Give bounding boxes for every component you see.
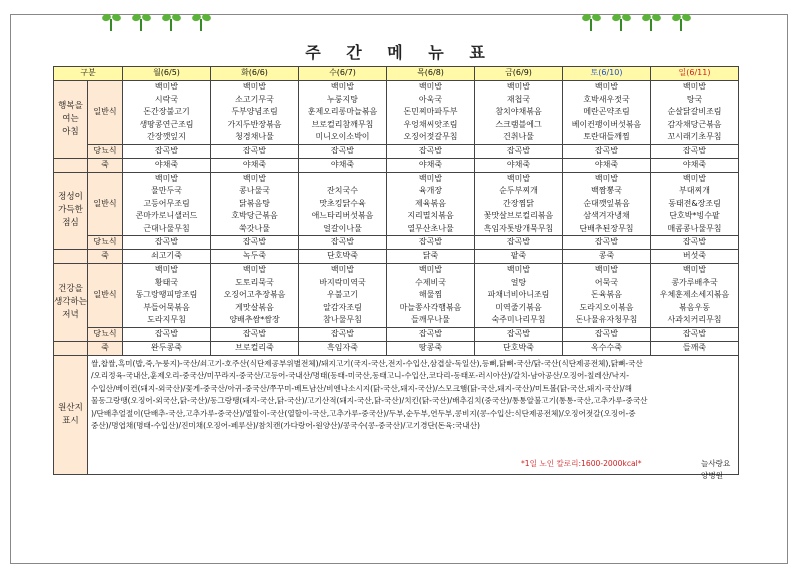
general-row — [54, 172, 739, 236]
menu-item: 백미밥 — [418, 265, 443, 274]
origin-line: )/단배추얼절이(단배추-국산,고추가루-중국산)/열할이-국산(열할이-국산,고추가루-중국산)/두부,순두부,연두부,콩비지(콩-수입산:식단제공전체)/오징어젓갈(오징어-중 — [91, 408, 636, 418]
menu-cell-fri — [475, 172, 563, 236]
menu-item: 백미밥 — [506, 173, 531, 183]
menu-item: 백미밥 — [154, 265, 179, 274]
menu-item: 숙주미나리무침 — [491, 315, 546, 324]
menu-item: 들깨무나물 — [411, 315, 450, 324]
sprout-icon — [190, 10, 212, 32]
porridge-label: 죽 — [88, 250, 123, 264]
menu-cell-sun — [651, 172, 739, 236]
menu-item: 도라지무침 — [147, 315, 186, 324]
porridge-cell-thu: 땅콩죽 — [387, 341, 475, 355]
menu-item: 돈나물유자청무침 — [575, 315, 638, 324]
menu-item: 재첩국 — [506, 94, 531, 104]
diabetic-cell-sun: 잡곡밥 — [651, 327, 739, 341]
menu-cell-sat — [563, 81, 651, 145]
menu-item — [299, 173, 386, 186]
diabetic-cell-mon: 잡곡밥 — [123, 327, 211, 341]
porridge-cell-sun: 들깨죽 — [651, 341, 739, 355]
menu-item: 잔치국수 — [327, 186, 358, 195]
origin-line: 중산)/명엽채(명태-수입산)/진미채(오징어-페루산)/참치캔(가다랑어-원양산)/콩국수(콩-중국산)/고기경단(돈육:국내산) — [91, 421, 480, 431]
origin-line: 수입산/베이컨(돼지-외국산)/꽃게-중국산/아귀-중국산/쭈꾸미-베트남산/비엔나소시지(닭-국산,돼지-국산)/스모크햄(닭-국산,돼지-국산)/미트볼(닭-국산,돼지-국산)/해 — [91, 383, 632, 393]
menu-item: 메란곤약조림 — [583, 107, 630, 116]
general-label: 일반식 — [88, 172, 123, 236]
general-label: 일반식 — [88, 264, 123, 328]
menu-item: 지리멸치볶음 — [407, 211, 454, 220]
menu-item: 훈제오리롱마늘볶음 — [307, 107, 378, 116]
general-row — [54, 264, 739, 328]
menu-item: 백미밥 — [594, 265, 619, 274]
menu-item: 우엉채씨앗조림 — [403, 119, 458, 129]
porridge-cell-mon: 쇠고기죽 — [123, 250, 211, 264]
diabetic-cell-thu: 잡곡밥 — [387, 327, 475, 341]
menu-item: 단호박*빙수팥 — [669, 211, 720, 220]
porridge-cell-wed: 흑임자죽 — [299, 341, 387, 355]
header-day-thu: 목(6/8) — [387, 67, 475, 81]
menu-item: 백미밥 — [506, 265, 531, 274]
menu-item: 맛초킹닭수육 — [319, 198, 366, 208]
sprout-icon — [640, 10, 662, 32]
menu-item: 백미밥 — [506, 82, 531, 91]
diabetic-label: 당뇨식 — [88, 144, 123, 158]
menu-item: 제육볶음 — [415, 198, 446, 208]
menu-cell-sat — [563, 264, 651, 328]
menu-item: 양배추쌈*쌈장 — [229, 315, 280, 324]
porridge-cell-sun: 야채죽 — [651, 158, 739, 172]
calorie-note: *1일 노인 칼로리:1600-2000kcal* — [521, 458, 642, 468]
diabetic-label: 당뇨식 — [88, 236, 123, 250]
menu-item: 해물찜 — [418, 290, 443, 299]
menu-item: 백미밥 — [330, 265, 355, 274]
menu-item: 삼색겨자냉채 — [583, 211, 630, 220]
porridge-cell-thu: 야채죽 — [387, 158, 475, 172]
menu-item: 감자채당근볶음 — [667, 119, 722, 129]
header-day-sat: 토(6/10) — [563, 67, 651, 81]
menu-item: 오징어젓갈무침 — [403, 132, 458, 141]
menu-item: 소고기무국 — [235, 94, 274, 104]
menu-cell-tue — [211, 81, 299, 145]
menu-item: 두부양념조림 — [231, 107, 278, 116]
diabetic-cell-fri: 잡곡밥 — [475, 144, 563, 158]
porridge-cell-mon: 완두콩죽 — [123, 341, 211, 355]
menu-item: 순두부찌개 — [499, 186, 538, 195]
menu-cell-thu — [387, 81, 475, 145]
menu-item: 백미밥 — [154, 173, 179, 183]
diabetic-cell-sat: 잡곡밥 — [563, 236, 651, 250]
diabetic-row — [54, 144, 739, 158]
menu-item: 황태국 — [154, 277, 179, 287]
diabetic-row — [54, 236, 739, 250]
menu-cell-wed — [299, 172, 387, 236]
menu-item: 부들어묵볶음 — [143, 302, 190, 312]
diabetic-cell-fri: 잡곡밥 — [475, 236, 563, 250]
menu-item: 백미밥 — [418, 173, 443, 183]
diabetic-cell-thu: 잡곡밥 — [387, 236, 475, 250]
menu-item: 마늘쫑사각햄볶음 — [399, 302, 462, 312]
header-day-mon: 월(6/5) — [123, 67, 211, 81]
menu-item: 탕국 — [686, 94, 703, 104]
menu-cell-mon — [123, 81, 211, 145]
menu-cell-thu — [387, 172, 475, 236]
menu-item: 백미밥 — [682, 265, 707, 274]
menu-item: 콩나물국 — [239, 186, 270, 195]
menu-item: 고등어무조림 — [143, 198, 190, 208]
section-label: 정성이 가득한 점심 — [54, 172, 88, 250]
menu-item: 간장찜닭 — [503, 198, 534, 208]
menu-item: 우체훈제소세지볶음 — [659, 290, 730, 299]
sprout-icon — [580, 10, 602, 32]
menu-item: 백미밥 — [682, 173, 707, 183]
header-day-fri: 금(6/9) — [475, 67, 563, 81]
menu-item: 간장깻잎지 — [147, 132, 186, 141]
origin-row — [54, 355, 739, 474]
menu-item: 물만두국 — [151, 186, 182, 195]
sprout-icon — [160, 10, 182, 32]
diabetic-cell-tue: 잡곡밥 — [211, 327, 299, 341]
porridge-section-spacer — [54, 250, 88, 264]
diabetic-cell-sat: 잡곡밥 — [563, 144, 651, 158]
porridge-cell-tue: 녹두죽 — [211, 250, 299, 264]
porridge-cell-mon: 야채죽 — [123, 158, 211, 172]
menu-item: 꽃맛살브로컬리볶음 — [483, 211, 554, 220]
menu-cell-sun — [651, 81, 739, 145]
porridge-row — [54, 341, 739, 355]
menu-item: 알감자조림 — [323, 302, 362, 312]
menu-item: 백미밥 — [594, 82, 619, 91]
porridge-cell-sat: 콩죽 — [563, 250, 651, 264]
menu-item: 사과치커리무침 — [667, 315, 722, 324]
sprout-icon — [100, 10, 122, 32]
header-row — [54, 67, 739, 81]
general-row — [54, 81, 739, 145]
menu-item: 얼갈이나물 — [323, 223, 362, 233]
menu-item: 청경채나물 — [235, 132, 274, 141]
diabetic-cell-fri: 잡곡밥 — [475, 327, 563, 341]
menu-item: 미역줄기볶음 — [495, 302, 542, 312]
origin-label: 원산지 표시 — [54, 355, 88, 474]
menu-item: 볶음우동 — [679, 302, 710, 312]
menu-item: 호박새우젓국 — [583, 94, 630, 104]
menu-cell-sun — [651, 264, 739, 328]
menu-item: 시락국 — [154, 94, 179, 104]
menu-item: 콩가루배추국 — [671, 277, 718, 287]
menu-item: 참나물무침 — [323, 315, 362, 324]
porridge-row — [54, 158, 739, 172]
menu-item: 동태전&장조림 — [668, 198, 721, 208]
porridge-cell-wed: 야채죽 — [299, 158, 387, 172]
diabetic-cell-tue: 잡곡밥 — [211, 236, 299, 250]
menu-item: 우불고기 — [327, 290, 358, 299]
menu-item: 어묵국 — [594, 277, 619, 287]
menu-item: 백미밥 — [682, 82, 707, 91]
menu-item: 게맛살볶음 — [235, 302, 274, 312]
menu-cell-tue — [211, 172, 299, 236]
porridge-cell-wed: 단호박죽 — [299, 250, 387, 264]
menu-table — [53, 66, 739, 481]
menu-item: 돈간장불고기 — [143, 107, 190, 116]
header-day-wed: 수(6/7) — [299, 67, 387, 81]
menu-item: 흑임자톳방개묵무침 — [483, 223, 554, 233]
menu-item: 단배추된장무침 — [579, 223, 634, 233]
menu-item: 돈민찌마파두부 — [403, 107, 458, 116]
menu-item: 백미밥 — [154, 82, 179, 91]
menu-item: 브로컬리참깨무침 — [311, 119, 374, 129]
menu-item: 생땅콩연근조림 — [139, 119, 194, 129]
menu-item: 가지두반장볶음 — [227, 119, 282, 129]
menu-item: 순대깻잎볶음 — [583, 198, 630, 208]
diabetic-cell-mon: 잡곡밥 — [123, 236, 211, 250]
origin-line: /오리정육-국내산,훈제오리-중국산/미꾸라지-중국산/고등어-국내산/명태(동태-미국산,동태고니-수입산,코다리-동태포-러시아산)/갈치-남아공산/오징어-칠레산/낙지- — [91, 371, 630, 381]
menu-item: 콘마카로니샐러드 — [135, 211, 198, 220]
diabetic-label: 당뇨식 — [88, 327, 123, 341]
menu-item: 열무산초나물 — [407, 223, 454, 233]
menu-item: 도토리묵국 — [235, 277, 274, 287]
sprout-icon — [130, 10, 152, 32]
menu-item: 육개장 — [418, 186, 443, 195]
menu-item: 토란대들깨찜 — [583, 132, 630, 141]
menu-item: 백미밥 — [242, 82, 267, 91]
origin-content — [88, 355, 739, 481]
diabetic-cell-wed: 잡곡밥 — [299, 236, 387, 250]
menu-item: 백미밥 — [418, 82, 443, 91]
header-day-tue: 화(6/6) — [211, 67, 299, 81]
sprout-icon — [670, 10, 692, 32]
diabetic-cell-sun: 잡곡밥 — [651, 236, 739, 250]
menu-item: 꼬시래기초무침 — [667, 132, 722, 141]
menu-cell-mon — [123, 264, 211, 328]
diabetic-row — [54, 327, 739, 341]
origin-line: 물동그랑땡(오징어-외국산,닭-국산)/동그랑땡(돼지-국산,닭-국산)/고기산적(돼지-국산,닭-국산)/치킨(닭-국산)/배추김치(중국산)/통통알불고기(통통-국산,고추가루-중국산 — [91, 396, 648, 406]
menu-item: 바지락미역국 — [319, 277, 366, 287]
menu-item: 백미밥 — [242, 173, 267, 183]
diabetic-cell-tue: 잡곡밥 — [211, 144, 299, 158]
porridge-cell-tue: 브로컬리죽 — [211, 341, 299, 355]
menu-item: 돈육볶음 — [591, 290, 622, 299]
sprout-decoration-right — [580, 10, 692, 32]
menu-item: 도라지오이볶음 — [579, 302, 634, 312]
header-gubun: 구분 — [54, 67, 123, 81]
menu-item: 백짬뽕국 — [591, 186, 622, 195]
porridge-cell-thu: 닭죽 — [387, 250, 475, 264]
menu-item: 참치야채볶음 — [495, 107, 542, 116]
porridge-label: 죽 — [88, 158, 123, 172]
sprout-icon — [610, 10, 632, 32]
porridge-cell-tue: 야채죽 — [211, 158, 299, 172]
menu-item: 백미밥 — [594, 173, 619, 183]
porridge-cell-sat: 옥수수죽 — [563, 341, 651, 355]
diabetic-cell-mon: 잡곡밥 — [123, 144, 211, 158]
menu-cell-wed — [299, 264, 387, 328]
porridge-row — [54, 250, 739, 264]
menu-cell-sat — [563, 172, 651, 236]
menu-cell-fri — [475, 81, 563, 145]
menu-item: 호박당근볶음 — [231, 211, 278, 220]
menu-item: 쑥갓나물 — [239, 223, 270, 233]
general-label: 일반식 — [88, 81, 123, 145]
diabetic-cell-sat: 잡곡밥 — [563, 327, 651, 341]
menu-cell-fri — [475, 264, 563, 328]
menu-cell-wed — [299, 81, 387, 145]
section-label: 건강을 생각하는 저녁 — [54, 264, 88, 342]
menu-item: 파채너비아니조림 — [487, 290, 550, 299]
menu-item: 아욱국 — [418, 94, 443, 104]
section-label: 행복을 여는 아침 — [54, 81, 88, 159]
menu-item: 누룽지탕 — [327, 94, 358, 104]
menu-item: 순살닭갈비조림 — [667, 107, 722, 116]
menu-cell-thu — [387, 264, 475, 328]
menu-cell-mon — [123, 172, 211, 236]
page-title: 주 간 메 뉴 표 — [305, 43, 495, 62]
diabetic-cell-wed: 잡곡밥 — [299, 327, 387, 341]
diabetic-cell-thu: 잡곡밥 — [387, 144, 475, 158]
diabetic-cell-wed: 잡곡밥 — [299, 144, 387, 158]
menu-item: 얼탕 — [510, 277, 527, 287]
origin-line: 쌀,찹쌀,흑미(밥,죽,누룽지)-국산/쇠고기-호주산(식단제공부위별전체)/돼지고기(국지-국산,전지-수입산,삼겹살-독일산),등뼈,닭뼈-국산/닭-국산(식단제공전체),닭뼈-국산 — [91, 358, 643, 368]
menu-item: 오징어고추장볶음 — [223, 290, 286, 299]
hospital-name: 늘사랑요양병원 — [701, 458, 731, 481]
menu-item: 애느타리버섯볶음 — [311, 211, 374, 220]
porridge-cell-fri: 야채죽 — [475, 158, 563, 172]
menu-item: 근대나물무침 — [143, 223, 190, 233]
porridge-cell-fri: 팥죽 — [475, 250, 563, 264]
porridge-label: 죽 — [88, 341, 123, 355]
menu-item: 미니오이소박이 — [315, 132, 370, 141]
menu-item: 건취나물 — [503, 132, 534, 141]
menu-item: 베이컨팽이버섯볶음 — [571, 119, 642, 129]
menu-item: 닭볶음탕 — [239, 198, 270, 208]
porridge-cell-sat: 야채죽 — [563, 158, 651, 172]
header-day-sun: 일(6/11) — [651, 67, 739, 81]
menu-item: 부대찌개 — [679, 186, 710, 195]
sprout-decoration-left — [100, 10, 212, 32]
menu-item: 동그랑땡피망조림 — [135, 290, 198, 299]
menu-item: 스크램블에그 — [495, 119, 542, 129]
menu-cell-tue — [211, 264, 299, 328]
porridge-section-spacer — [54, 158, 88, 172]
menu-item: 백미밥 — [330, 82, 355, 91]
porridge-cell-sun: 버섯죽 — [651, 250, 739, 264]
menu-item: 매콤콩나물무침 — [667, 223, 722, 233]
diabetic-cell-sun: 잡곡밥 — [651, 144, 739, 158]
menu-item: 수제비국 — [415, 277, 446, 287]
porridge-cell-fri: 단호박죽 — [475, 341, 563, 355]
porridge-section-spacer — [54, 341, 88, 355]
menu-item: 백미밥 — [242, 265, 267, 274]
